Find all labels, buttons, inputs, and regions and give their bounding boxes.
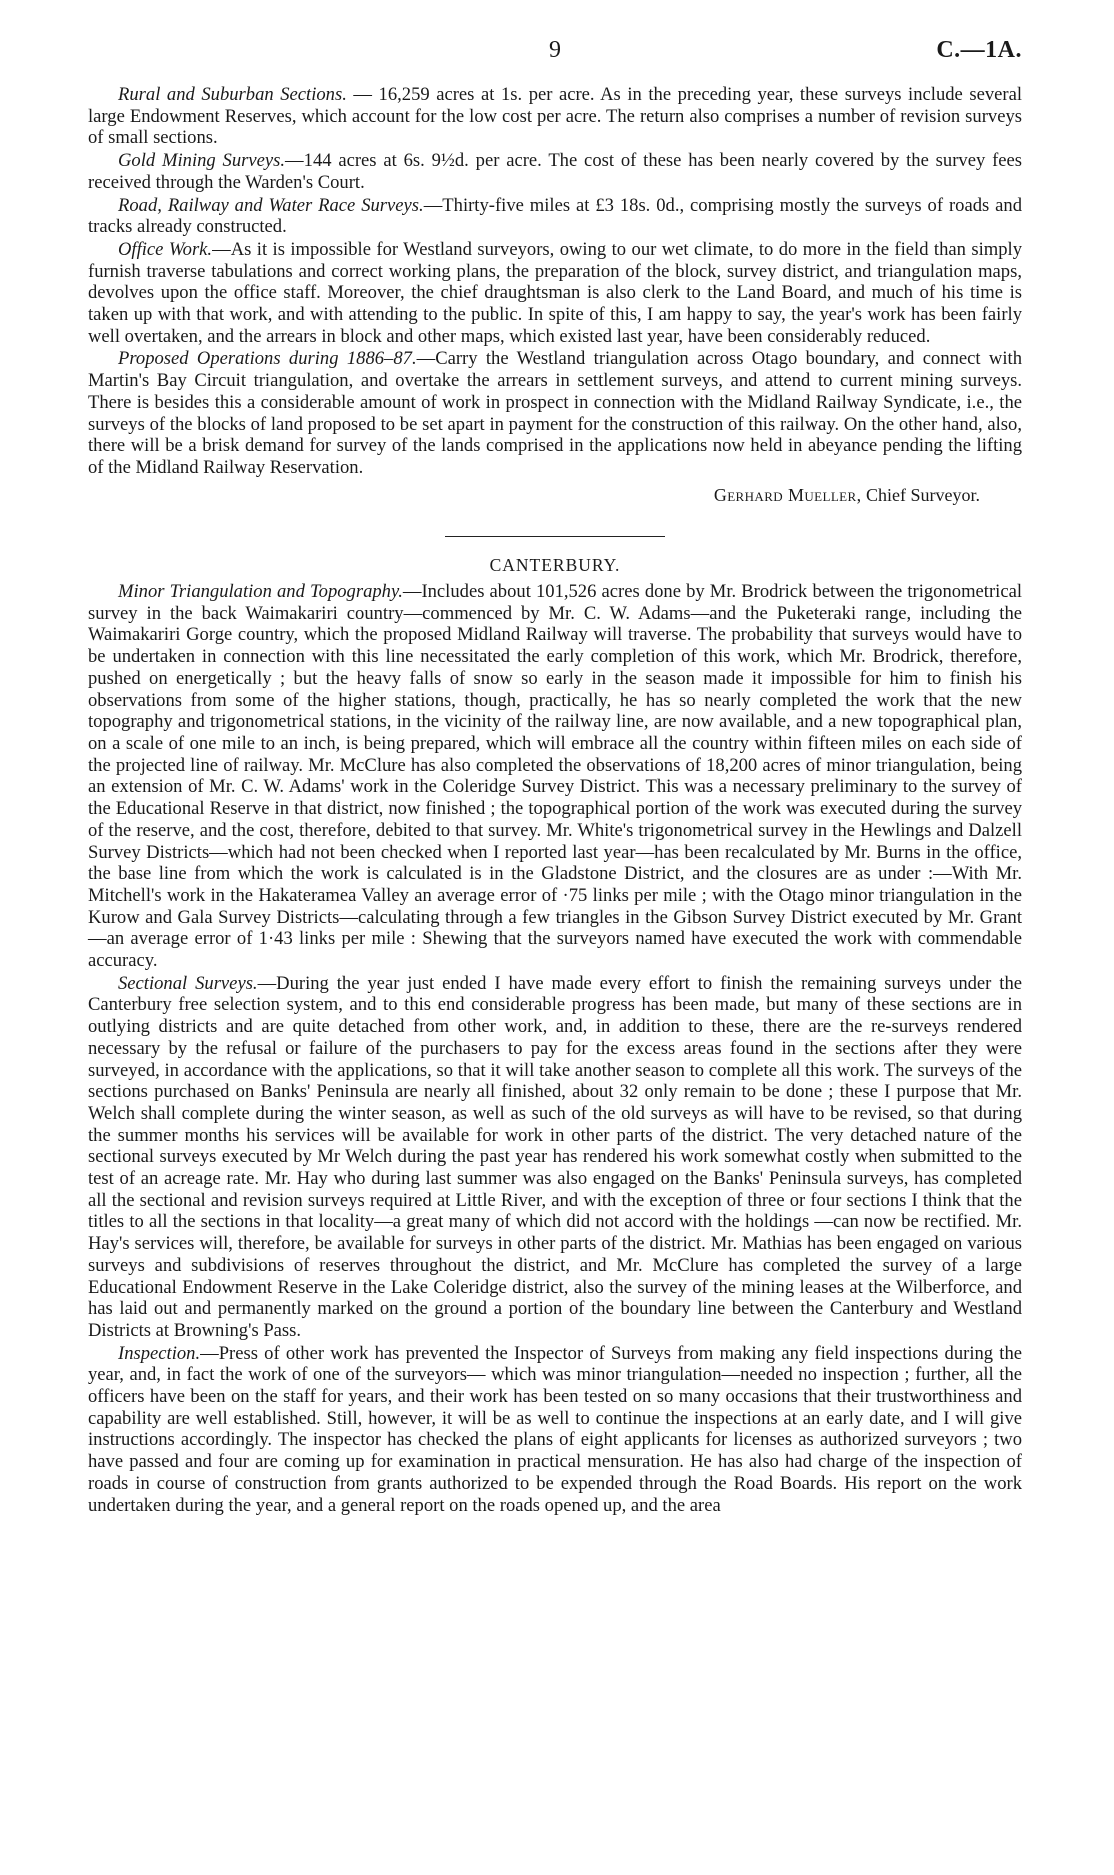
- paragraph-lead: Minor Triangulation and Topography.: [118, 581, 403, 603]
- document-reference: C.—1A.: [936, 37, 1022, 63]
- paragraph-proposed-operations: [88, 348, 1022, 478]
- paragraph-sectional-surveys: [88, 973, 1022, 1342]
- paragraph-text: —Thirty-five miles at £3 18s. 0d., comprising mostly the surveys of roads and tracks already constructed.: [88, 194, 1022, 238]
- paragraph-gold-mining: [88, 150, 1022, 193]
- paragraph-road-railway: [88, 195, 1022, 238]
- paragraph-office-work: [88, 239, 1022, 348]
- paragraph-text: — 16,259 acres at 1s. per acre. As in the preceding year, these surveys include several large Endowment Reserves, which account for the low cost per acre. The return also comprises a number of revision surveys of small sections.: [88, 84, 1022, 149]
- paragraph-lead: Sectional Surveys.: [118, 972, 258, 994]
- signature: [88, 485, 980, 507]
- section-title: CANTERBURY.: [489, 555, 621, 576]
- paragraph-text: —During the year just ended I have made every effort to finish the remaining surveys under the Canterbury free selection system, and to this end considerable progress has been made, but many of these sections are in outlying districts and are quite detached from other work, and, in addition to these, there are the re-surveys rendered necessary by the refusal or failure of the purchasers to pay for the excess areas found in the sections after they were surveyed, in accordance with the applications, so that it will take another season to complete all this work. The surveys of the sections purchased on Banks' Peninsula are nearly all finished, about 32 only remain to be done ; these I purpose that Mr. Welch shall complete during the winter season, as well as such of the old surveys as will have to be revised, so that during the summer months his services will be available for work in other parts of the district. The very detached nature of the sectional surveys executed by Mr Welch during the past year has rendered his work somewhat costly when submitted to the test of an acreage rate. Mr. Hay who during last summer was also engaged on the Banks' Peninsula surveys, has completed all the sectional and revision surveys required at Little River, and with the exception of three or four sections I think that the titles to all the sections in that locality—a great many of which did not accord with the holdings —can now be rectified. Mr. Hay's services will, therefore, be available for surveys in other parts of the district. Mr. Mathias has been engaged on various surveys and subdivisions of reserves throughout the district, and Mr. McClure has completed the survey of a large Educational Endowment Reserve in the Lake Coleridge district, also the survey of the mining leases at the Wilberforce, and has laid out and permanently marked on the ground a portion of the boundary line between the Canterbury and Westland Districts at Browning's Pass.: [88, 972, 1022, 1341]
- canterbury-section: [88, 555, 1022, 1516]
- paragraph-text: —As it is impossible for Westland surveyors, owing to our wet climate, to do more in the field than simply furnish traverse tabulations and correct working plans, the preparation of the block, survey district, and triangulation maps, devolves upon the office staff. Moreover, the chief draughtsman is also clerk to the Land Board, and much of his time is taken up with that work, and with attending to the public. In spite of this, I am happy to say, the year's work has been fairly well overtaken, and the arrears in block and other maps, which existed last year, have been considerably reduced.: [88, 238, 1022, 347]
- signature-name: Gerhard Mueller,: [713, 484, 862, 505]
- paragraph-text: —144 acres at 6s. 9½d. per acre. The cost of these has been nearly covered by the survey fees received through the Warden's Court.: [88, 150, 1023, 193]
- paragraph-lead: Proposed Operations during 1886–87.: [118, 348, 417, 370]
- section-divider: [445, 536, 665, 537]
- paragraph-lead: Gold Mining Surveys.: [118, 150, 286, 172]
- paragraph-rural-suburban: [88, 84, 1022, 149]
- paragraph-lead: Road, Railway and Water Race Surveys.: [118, 194, 424, 216]
- paragraph-lead: Rural and Suburban Sections.: [118, 84, 347, 105]
- paragraph-minor-triangulation: [88, 581, 1022, 972]
- page-number: 9: [549, 37, 561, 63]
- page-header: [88, 37, 1022, 84]
- westland-section: [88, 84, 1022, 506]
- paragraph-text: —Carry the Westland triangulation across Otago boundary, and connect with Martin's Bay Circuit triangulation, and overtake the arrears in settlement surveys, and attend to current mining surveys. There is besides this a considerable amount of work in prospect in connection with the Midland Railway Syndicate, i.e., the surveys of the blocks of land proposed to be set apart in payment for the construction of this railway. On the other hand, also, there will be a brisk demand for survey of the lands comprised in the applications now held in abeyance pending the lifting of the Midland Railway Reservation.: [88, 348, 1022, 478]
- paragraph-lead: Inspection.: [118, 1342, 201, 1364]
- paragraph-text: —Includes about 101,526 acres done by Mr. Brodrick between the trigonometrical survey in the back Waimakariri country—commenced by Mr. C. W. Adams—and the Puketeraki range, including the Waimakariri Gorge country, which the proposed Midland Railway will traverse. The probability that surveys would have to be undertaken in connection with this line necessitated the early completion of this work, which Mr. Brodrick, therefore, pushed on energetically ; but the heavy falls of snow so early in the season made it impossible for him to finish his observations from some of the higher stations, though, practically, he has so nearly completed the work that the new topography and trigonometrical stations, in the vicinity of the railway line, are now available, and a new topographical plan, on a scale of one mile to an inch, is being prepared, which will embrace all the country within fifteen miles on each side of the projected line of railway. Mr. McClure has also completed the observations of 18,200 acres of minor triangulation, being an extension of Mr. C. W. Adams' work in the Coleridge Survey District. This was a necessary preliminary to the survey of the Educational Reserve in that district, now finished ; the topographical portion of the work was executed during the survey of the reserve, and the cost, therefore, debited to that survey. Mr. White's trigonometrical survey in the Hewlings and Dalzell Survey Districts—which had not been checked when I reported last year—has been recalculated by Mr. Burns in the office, the base line from which the work is calculated is in the Gladstone District, and the closures are as under :—With Mr. Mitchell's work in the Hakateramea Valley an average error of ·75 links per mile ; with the Otago minor triangulation in the Kurow and Gala Survey Districts—calculating through a few triangles in the Gibson Survey District executed by Mr. Grant—an average error of 1·43 links per mile : Shewing that the surveyors named have executed the work with commendable accuracy.: [88, 581, 1022, 972]
- signature-title: Chief Surveyor.: [861, 484, 980, 505]
- paragraph-lead: Office Work.: [118, 238, 213, 260]
- paragraph-text: —Press of other work has prevented the Inspector of Surveys from making any field inspections during the year, and, in fact the work of one of the surveyors— which was minor triangulation—needed no inspection ; further, all the officers have been on the staff for years, and their work has been tested on so many occasions that their trustworthiness and capability are well established. Still, however, it will be as well to continue the inspections at an early date, and I will give instructions accordingly. The inspector has checked the plans of eight applicants for licenses as authorized surveyors ; two have passed and four are coming up for examination in practical mensuration. He has also had charge of the inspection of roads in course of construction from grants authorized to be expended through the Road Boards. His report on the work undertaken during the year, and a general report on the roads opened up, and the area: [88, 1342, 1022, 1516]
- paragraph-inspection: [88, 1343, 1022, 1517]
